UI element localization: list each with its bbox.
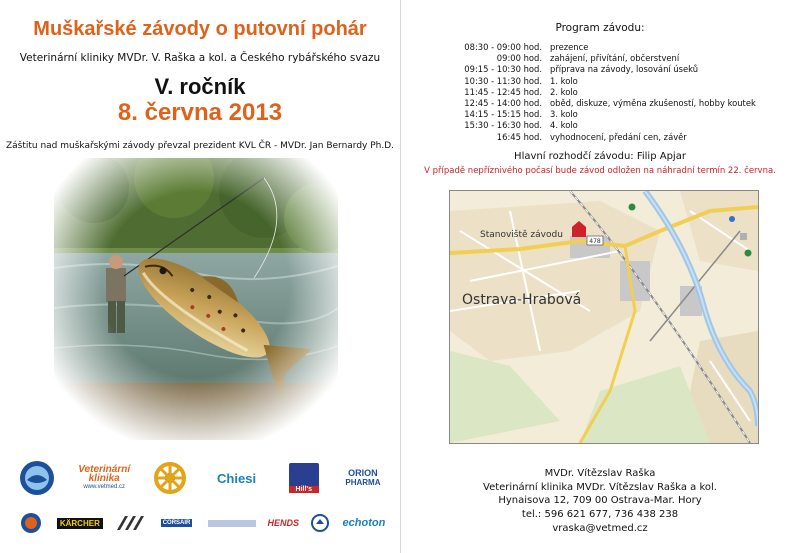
schedule-time: 15:30 - 16:30 hod. xyxy=(464,120,542,131)
sponsor-logos-row-2 xyxy=(18,512,388,534)
poi-icon xyxy=(729,216,735,222)
schedule-row xyxy=(462,42,756,53)
hills-logo xyxy=(285,463,323,493)
schedule-activity: vyhodnocení, předání cen, závěr xyxy=(550,131,687,142)
chiesi-logo-text: Chiesi xyxy=(217,470,257,486)
poi-icon xyxy=(629,204,636,211)
schedule-activity: oběd, diskuze, výměna zkušeností, hobby koutek xyxy=(550,98,756,109)
vet-clinic-logo xyxy=(71,465,137,492)
hends-logo xyxy=(266,518,300,528)
schedule-activity: 3. kolo xyxy=(550,109,578,120)
event-date: 8. června 2013 xyxy=(117,99,283,126)
schedule-row xyxy=(462,87,756,98)
sponsor-logos-row-1 xyxy=(18,458,388,498)
vet-clinic-logo-line-1: Veterinární xyxy=(78,463,131,475)
schedule-row xyxy=(462,53,756,64)
contact-name: MVDr. Vítězslav Raška xyxy=(544,468,656,479)
schedule-activity: 4. kolo xyxy=(550,120,578,131)
fly-fishing-illustration xyxy=(54,158,338,440)
orion-logo-line-2: PHARMA xyxy=(345,478,381,487)
weather-notice: V případě nepříznivého počasí bude závod odložen na náhradní termín 22. června. xyxy=(424,166,776,176)
emblem-logo xyxy=(309,514,331,532)
poi-icon xyxy=(745,250,752,257)
venue-label: Stanoviště závodu xyxy=(480,230,563,240)
text-banner-logo xyxy=(207,520,257,527)
orion-pharma-logo xyxy=(338,468,388,488)
event-title: Muškařské závody o putovní pohár xyxy=(33,18,367,40)
schedule-time: 09:15 - 10:30 hod. xyxy=(464,64,542,75)
orion-logo-line-1: ORION xyxy=(348,468,378,478)
schedule-time: 16:45 hod. xyxy=(496,131,542,142)
schedule-activity: prezence xyxy=(550,42,589,52)
program-title: Program závodu: xyxy=(555,22,645,34)
patronage-text: Záštitu nad muškařskými závody převzal prezident KVL ČR - MVDr. Jan Bernardy Ph.D. xyxy=(5,141,395,151)
corsair-logo xyxy=(155,519,199,527)
schedule-time: 09:00 hod. xyxy=(496,53,542,64)
vet-clinic-logo-url: www.vetmed.cz xyxy=(83,483,126,490)
poi-icon xyxy=(740,233,747,240)
schedule-row xyxy=(462,76,756,87)
venue-map xyxy=(449,190,759,444)
schedule-row xyxy=(462,132,756,143)
karcher-logo xyxy=(53,518,107,529)
stripes-logo xyxy=(116,516,146,530)
vet-clinic-logo-line-2: klinika xyxy=(88,472,120,484)
fishing-club-logo xyxy=(18,460,56,496)
hills-logo-text: Hill's xyxy=(289,486,319,493)
schedule-row xyxy=(462,98,756,109)
hends-logo-text: HENDS xyxy=(267,518,299,528)
schedule-time: 14:15 - 15:15 hod. xyxy=(464,109,542,120)
event-subtitle: Veterinární kliniky MVDr. V. Raška a kol. a Českého rybářského svazu xyxy=(19,52,381,64)
contact-phone: tel.: 596 621 677, 736 438 238 xyxy=(521,509,679,521)
schedule-time: 12:45 - 14:00 hod. xyxy=(464,98,542,109)
sports-badge-logo xyxy=(18,512,44,534)
chiesi-logo xyxy=(204,471,270,486)
contact-email: vraska@vetmed.cz xyxy=(552,522,648,534)
schedule-time: 08:30 - 09:00 hod. xyxy=(464,42,542,52)
area-label: Ostrava-Hrabová xyxy=(462,292,582,308)
rotary-logo xyxy=(152,462,188,494)
schedule-activity: příprava na závody, losování úseků xyxy=(550,64,699,75)
event-edition: V. ročník xyxy=(154,74,246,99)
head-judge: Hlavní rozhodčí závodu: Filip Apjar xyxy=(514,151,686,162)
schedule-activity: zahájení, přivítání, občerstvení xyxy=(550,53,680,64)
contact-clinic: Veterinární klinika MVDr. Vítězslav Raška a kol. xyxy=(483,481,717,493)
schedule-row xyxy=(462,109,756,120)
road-number-label: 478 xyxy=(589,238,601,245)
echoton-logo-text: echoton xyxy=(342,517,386,529)
schedule-row xyxy=(462,120,756,131)
karcher-logo-text: KÄRCHER xyxy=(57,518,103,529)
program-schedule xyxy=(462,42,756,143)
contact-address: Hynaisova 12, 709 00 Ostrava-Mar. Hory xyxy=(498,495,702,507)
schedule-row xyxy=(462,64,756,75)
schedule-activity: 1. kolo xyxy=(550,75,578,86)
venue-map-graphic xyxy=(450,191,758,443)
schedule-time: 10:30 - 11:30 hod. xyxy=(464,75,542,86)
contact-info xyxy=(400,467,800,536)
schedule-time: 11:45 - 12:45 hod. xyxy=(464,86,542,97)
corsair-logo-text: CORSAIR xyxy=(162,520,191,526)
schedule-activity: 2. kolo xyxy=(550,86,578,97)
echoton-logo xyxy=(340,517,388,529)
